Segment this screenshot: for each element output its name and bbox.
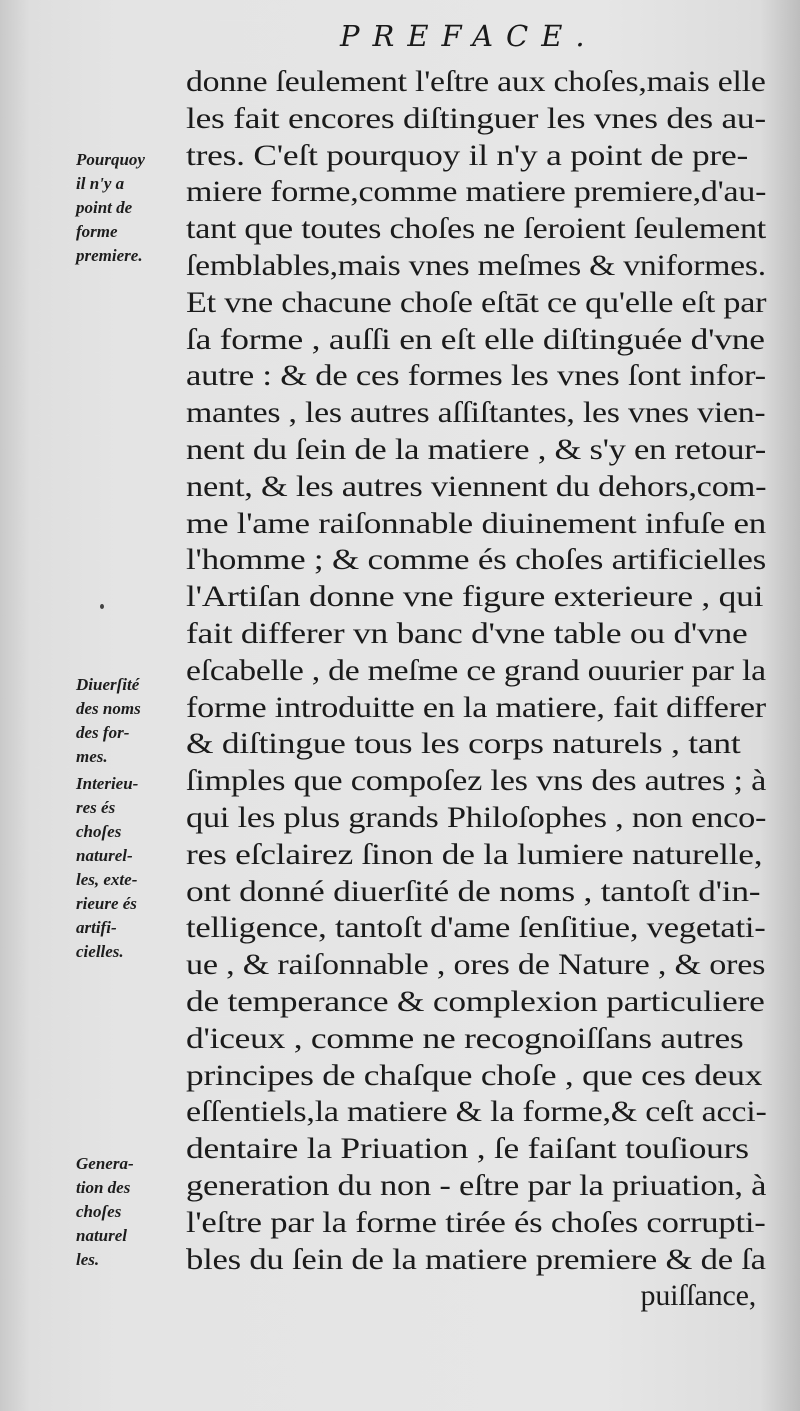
margin-note-line: naturel- bbox=[76, 846, 133, 865]
margin-note-line: des for- bbox=[76, 723, 130, 742]
text-line: tres. C'eſt pourquoy il n'y a point de pre- bbox=[186, 138, 749, 172]
text-line: generation du non - eſtre par la priuation, à bbox=[186, 1168, 767, 1202]
margin-note-generation bbox=[76, 1152, 184, 1272]
text-line: ſa forme , auſſi en eſt elle diſtinguée d'vne bbox=[186, 322, 765, 356]
text-line: nent du ſein de la matiere , & s'y en retour- bbox=[186, 432, 767, 466]
margin-note-line: tion des bbox=[76, 1178, 131, 1197]
margin-note-interieures bbox=[76, 772, 184, 964]
text-line: miere forme,comme matiere premiere,d'au- bbox=[186, 175, 767, 209]
text-line: bles du ſein de la matiere premiere & de ſa bbox=[186, 1242, 766, 1276]
text-line: dentaire la Priuation , ſe faiſant touſiours bbox=[186, 1132, 749, 1166]
text-line: l'Artiſan donne vne figure exterieure , qui bbox=[186, 580, 764, 614]
text-line: qui les plus grands Philoſophes , non enco- bbox=[186, 800, 767, 834]
running-title: PREFACE. bbox=[340, 19, 598, 53]
text-line: nent, & les autres viennent du dehors,com- bbox=[186, 469, 767, 503]
margin-note-line: artifi- bbox=[76, 918, 117, 937]
text-line: Et vne chacune choſe eſtāt ce qu'elle eſt par bbox=[186, 285, 767, 319]
text-line: donne ſeulement l'eſtre aux choſes,mais elle bbox=[186, 65, 766, 98]
ink-speck bbox=[100, 604, 104, 609]
text-line: me l'ame raiſonnable diuinement infuſe en bbox=[186, 506, 767, 540]
margin-note-line: rieure és bbox=[76, 894, 137, 913]
margin-note-line: il n'y a bbox=[76, 174, 125, 193]
text-line: fait differer vn banc d'vne table ou d'vne bbox=[186, 616, 748, 650]
text-line: ſemblables,mais vnes meſmes & vniformes. bbox=[186, 248, 766, 282]
text-line: principes de chaſque choſe , que ces deux bbox=[186, 1058, 763, 1092]
margin-note-line: forme bbox=[76, 222, 118, 241]
margin-note-line: cielles. bbox=[76, 942, 124, 961]
text-line: mantes , les autres aſſiſtantes, les vnes vien- bbox=[186, 396, 766, 430]
margin-note-line: les, exte- bbox=[76, 870, 138, 889]
text-line: forme introduitte en la matiere, fait differer bbox=[186, 690, 766, 724]
margin-note-line: choſes bbox=[76, 1202, 122, 1221]
margin-note-pourquoy bbox=[76, 148, 184, 268]
catchword: puiſſance, bbox=[640, 1279, 756, 1313]
text-line: autre : & de ces formes les vnes ſont infor- bbox=[186, 359, 766, 393]
body-text bbox=[186, 64, 766, 1315]
text-line: ue , & raiſonnable , ores de Nature , & ores bbox=[186, 948, 766, 982]
margin-note-line: mes. bbox=[76, 747, 108, 766]
margin-note-line: des noms bbox=[76, 699, 141, 718]
text-line: d'iceux , comme ne recognoiſſans autres bbox=[186, 1021, 744, 1055]
text-line: les fait encores diſtinguer les vnes des au- bbox=[186, 101, 766, 135]
margin-note-line: Genera- bbox=[76, 1154, 134, 1173]
margin-note-line: choſes bbox=[76, 822, 122, 841]
text-line: ſimples que compoſez les vns des autres ; à bbox=[186, 764, 767, 798]
text-line: eſſentiels,la matiere & la forme,& ceſt acci- bbox=[186, 1095, 767, 1129]
margin-note-line: premiere. bbox=[76, 246, 143, 265]
margin-note-line: naturel bbox=[76, 1226, 128, 1245]
margin-note-line: les. bbox=[76, 1250, 100, 1269]
margin-note-line: Pourquoy bbox=[76, 150, 145, 169]
text-line: & diſtingue tous les corps naturels , tant bbox=[186, 727, 741, 761]
text-line: eſcabelle , de meſme ce grand ouurier par la bbox=[186, 653, 766, 687]
margin-note-line: Diuerſité bbox=[76, 675, 140, 694]
margin-note-line: res és bbox=[76, 798, 116, 817]
margin-note-line: Interieu- bbox=[76, 774, 139, 793]
text-line: res eſclairez ſinon de la lumiere naturelle, bbox=[186, 837, 763, 871]
text-line: de temperance & complexion particuliere bbox=[186, 984, 765, 1018]
text-line: ont donné diuerſité de noms , tantoſt d'in- bbox=[186, 874, 761, 908]
text-line: telligence, tantoſt d'ame ſenſitiue, vegetati- bbox=[186, 911, 766, 945]
text-line: tant que toutes choſes ne ſeroient ſeulement bbox=[186, 212, 767, 246]
margin-note-line: point de bbox=[76, 198, 133, 217]
text-line: l'homme ; & comme és choſes artificielles bbox=[186, 543, 767, 577]
text-line: l'eſtre par la forme tirée és choſes corrupti- bbox=[186, 1205, 766, 1239]
margin-note-diuersite bbox=[76, 673, 184, 769]
